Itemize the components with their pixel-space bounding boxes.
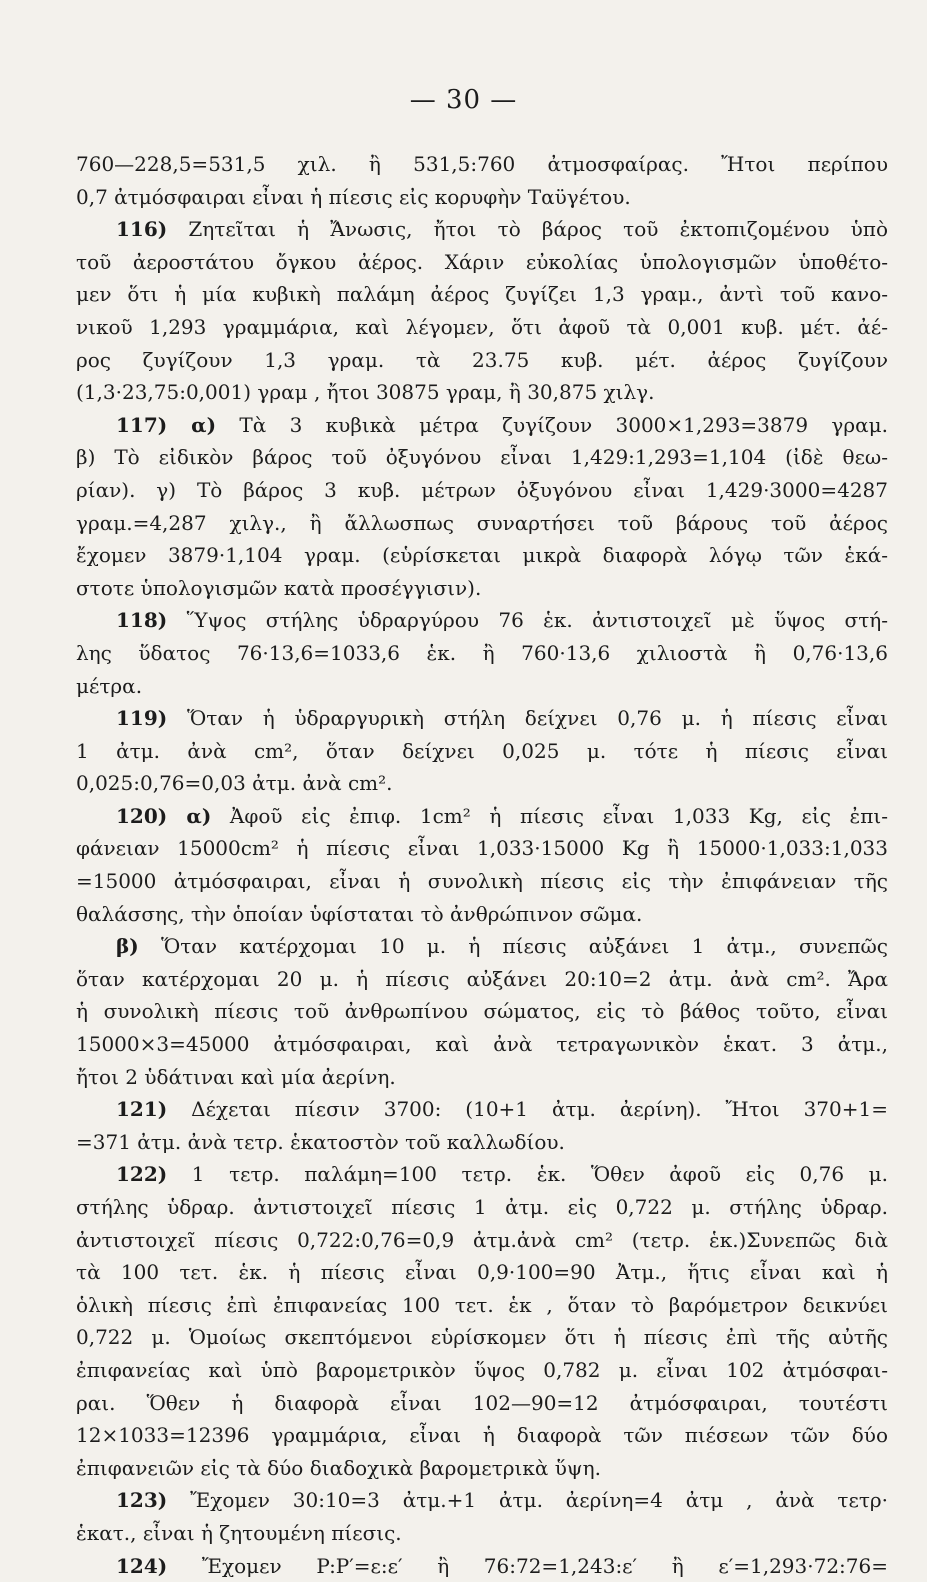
line-text: 0,025:0,76=0,03 ἀτμ. ἀνὰ cm². <box>76 771 393 796</box>
line-text: Ἀφοῦ εἰς ἐπιφ. 1cm² ἡ πίεσις εἶναι 1,033 Kg, εἰς ἐπι- <box>211 803 888 828</box>
problem-number: 124) <box>116 1553 168 1578</box>
line-text: ἐπιφανειῶν εἰς τὰ δύο διαδοχικὰ βαρομετρικὰ ὕψη. <box>76 1455 601 1480</box>
text-line <box>76 507 888 540</box>
line-text: Τὰ 3 κυβικὰ μέτρα ζυγίζουν 3000×1,293=3879 γραμ. <box>216 412 888 437</box>
text-line <box>76 1028 888 1061</box>
problem-number: 123) <box>116 1488 168 1513</box>
text-line <box>76 995 888 1028</box>
line-text: ρος ζυγίζουν 1,3 γραμ. τὰ 23.75 κυβ. μέτ. ἀέρος ζυγίζουν <box>76 347 888 372</box>
line-text: 0,7 ἀτμόσφαιραι εἶναι ἡ πίεσις εἰς κορυφὴν Ταϋγέτου. <box>76 184 631 209</box>
line-text: 1 ἀτμ. ἀνὰ cm², ὅταν δείχνει 0,025 μ. τότε ἡ πίεσις εἶναι <box>76 738 888 763</box>
text-line <box>76 1354 888 1387</box>
problem-number: 117) α) <box>116 412 217 437</box>
problem-number: 122) <box>116 1162 168 1187</box>
line-text: Ἔχομεν 30:10=3 ἀτμ.+1 ἀτμ. ἀερίνη=4 ἀτμ , ἀνὰ τετρ· <box>167 1488 888 1513</box>
text-line <box>76 604 888 637</box>
text-line <box>76 1289 888 1322</box>
line-text: μεν ὅτι ἡ μία κυβικὴ παλάμη ἀέρος ζυγίζει 1,3 γραμ., ἀντὶ τοῦ κανο- <box>76 282 888 307</box>
text-line <box>76 1321 888 1354</box>
text-line <box>76 572 888 605</box>
text-line <box>76 670 888 703</box>
line-text: νικοῦ 1,293 γραμμάρια, καὶ λέγομεν, ὅτι ἀφοῦ τὰ 0,001 κυβ. μέτ. ἀέ- <box>76 314 888 339</box>
line-text: 15000×3=45000 ἀτμόσφαιραι, καὶ ἀνὰ τετραγωνικὸν ἑκατ. 3 ἀτμ., <box>76 1032 888 1057</box>
text-line <box>76 1387 888 1420</box>
text-line <box>76 409 888 442</box>
text-line <box>76 930 888 963</box>
line-text: τοῦ ἀεροστάτου ὄγκου ἀέρος. Χάριν εὐκολίας ὑπολογισμῶν ὑποθέτο- <box>76 249 888 274</box>
text-line <box>76 181 888 214</box>
text-line <box>76 800 888 833</box>
problem-number: 121) <box>116 1097 168 1122</box>
line-text: ἔχομεν 3879·1,104 γραμ. (εὑρίσκεται μικρὰ διαφορὰ λόγῳ τῶν ἑκά- <box>76 543 888 568</box>
line-text: Ὕψος στήλης ὑδραργύρου 76 ἑκ. ἀντιστοιχεῖ μὲ ὕψος στή- <box>167 608 888 633</box>
line-text: στήλης ὑδραρ. ἀντιστοιχεῖ πίεσις 1 ἀτμ. εἰς 0,722 μ. στήλης ὑδραρ. <box>76 1195 888 1219</box>
line-text: ὅταν κατέρχομαι 20 μ. ἡ πίεσις αὐξάνει 20:10=2 ἀτμ. ἀνὰ cm². Ἄρα <box>76 966 888 991</box>
text-line <box>76 441 888 474</box>
line-text: στοτε ὑπολογισμῶν κατὰ προσέγγισιν). <box>76 575 482 600</box>
line-text: ὁλικὴ πίεσις ἐπὶ ἐπιφανείας 100 τετ. ἑκ , ὅταν τὸ βαρόμετρον δεικνύει <box>76 1292 888 1317</box>
text-line <box>76 474 888 507</box>
line-text: ραι. Ὅθεν ἡ διαφορὰ εἶναι 102—90=12 ἀτμόσφαιραι, τουτέστι <box>76 1390 888 1415</box>
line-text: 760—228,5=531,5 χιλ. ἢ 531,5:760 ἀτμοσφαίρας. Ἤτοι περίπου <box>76 152 888 176</box>
text-line <box>76 148 888 181</box>
problem-number: 118) <box>116 608 168 633</box>
text-line <box>76 1256 888 1289</box>
line-text: ἤτοι 2 ὑδάτιναι καὶ μία ἀερίνη. <box>76 1064 396 1089</box>
text-line <box>76 1452 888 1485</box>
text-line <box>76 246 888 279</box>
line-text: Ὅταν ἡ ὑδραργυρικὴ στήλη δείχνει 0,76 μ. ἡ πίεσις εἶναι <box>167 706 888 731</box>
text-line <box>76 1191 888 1224</box>
problem-number: 120) α) <box>116 803 212 828</box>
line-text: ἡ συνολικὴ πίεσις τοῦ ἀνθρωπίνου σώματος, εἰς τὸ βάθος τοῦτο, εἶναι <box>76 999 888 1024</box>
text-line <box>76 1126 888 1159</box>
text-line <box>76 1517 888 1550</box>
line-text: Δέχεται πίεσιν 3700: (10+1 ἀτμ. ἀερίνη). Ἤτοι 370+1= <box>167 1097 888 1122</box>
line-text: =371 ἀτμ. ἀνὰ τετρ. ἑκατοστὸν τοῦ καλλωδίου. <box>76 1129 565 1154</box>
line-text: ἑκατ., εἶναι ἡ ζητουμένη πίεσις. <box>76 1520 402 1545</box>
line-text: λης ὕδατος 76·13,6=1033,6 ἑκ. ἢ 760·13,6 χιλιοστὰ ἢ 0,76·13,6 <box>76 640 888 665</box>
text-line <box>76 898 888 931</box>
line-text: Ἔχομεν P:P′=ε:ε′ ἢ 76:72=1,243:ε′ ἢ ε′=1,293·72:76= <box>167 1553 888 1578</box>
text-line <box>76 539 888 572</box>
line-text: ἀντιστοιχεῖ πίεσις 0,722:0,76=0,9 ἀτμ.ἀνὰ cm² (τετρ. ἑκ.)Συνεπῶς διὰ <box>76 1227 888 1252</box>
line-text: γραμ.=4,287 χιλγ., ἢ ἄλλωσπως συναρτήσει τοῦ βάρους τοῦ ἀέρος <box>76 510 888 535</box>
text-line <box>76 1550 888 1582</box>
line-text: 1 τετρ. παλάμη=100 τετρ. ἑκ. Ὅθεν ἀφοῦ εἰς 0,76 μ. <box>167 1162 888 1187</box>
text-line <box>76 702 888 735</box>
line-text: Ζητεῖται ἡ Ἄνωσις, ἤτοι τὸ βάρος τοῦ ἐκτοπιζομένου ὑπὸ <box>167 217 888 242</box>
text-line <box>76 637 888 670</box>
text-line <box>76 1484 888 1517</box>
problem-number: 119) <box>116 706 168 731</box>
text-line <box>76 213 888 246</box>
text-line <box>76 1419 888 1452</box>
line-text: μέτρα. <box>76 673 143 698</box>
text-line <box>76 1061 888 1094</box>
line-text: 0,722 μ. Ὁμοίως σκεπτόμενοι εὑρίσκομεν ὅτι ἡ πίεσις ἐπὶ τῆς αὐτῆς <box>76 1325 888 1350</box>
text-line <box>76 1224 888 1257</box>
page-number: — 30 — <box>409 85 518 115</box>
text-line <box>76 311 888 344</box>
problem-number: 116) <box>116 217 168 242</box>
line-text: θαλάσσης, τὴν ὁποίαν ὑφίσταται τὸ ἀνθρώπινον σῶμα. <box>76 901 643 926</box>
text-line <box>76 376 888 409</box>
line-text: ἐπιφανείας καὶ ὑπὸ βαρομετρικὸν ὕψος 0,782 μ. εἶναι 102 ἀτμόσφαι- <box>76 1357 888 1382</box>
text-line <box>76 344 888 377</box>
text-line <box>76 1158 888 1191</box>
text-line <box>76 278 888 311</box>
line-text: 12×1033=12396 γραμμάρια, εἶναι ἡ διαφορὰ τῶν πιέσεων τῶν δύο <box>76 1423 888 1448</box>
text-line <box>76 832 888 865</box>
text-line <box>76 963 888 996</box>
line-text: φάνειαν 15000cm² ἡ πίεσις εἶναι 1,033·15000 Kg ἢ 15000·1,033:1,033 <box>76 836 888 861</box>
line-text: (1,3·23,75:0,001) γραμ , ἤτοι 30875 γραμ, ἢ 30,875 χιλγ. <box>76 380 655 405</box>
line-text: τὰ 100 τετ. ἑκ. ἡ πίεσις εἶναι 0,9·100=90 Ἀτμ., ἥτις εἶναι καὶ ἡ <box>76 1260 888 1285</box>
text-line <box>76 1093 888 1126</box>
line-text: =15000 ἀτμόσφαιραι, εἶναι ἡ συνολικὴ πίεσις εἰς τὴν ἐπιφάνειαν τῆς <box>76 869 888 894</box>
text-line <box>76 865 888 898</box>
text-line <box>76 767 888 800</box>
text-line <box>76 735 888 768</box>
line-text: Ὅταν κατέρχομαι 10 μ. ἡ πίεσις αὐξάνει 1 ἀτμ., συνεπῶς <box>138 934 888 959</box>
page-text <box>76 148 888 1582</box>
line-text: β) Τὸ εἰδικὸν βάρος τοῦ ὀξυγόνου εἶναι 1,429:1,293=1,104 (ἰδὲ θεω- <box>76 445 888 470</box>
line-text: ρίαν). γ) Τὸ βάρος 3 κυβ. μέτρων ὀξυγόνου εἶναι 1,429·3000=4287 <box>76 477 888 502</box>
problem-number: β) <box>116 934 139 959</box>
